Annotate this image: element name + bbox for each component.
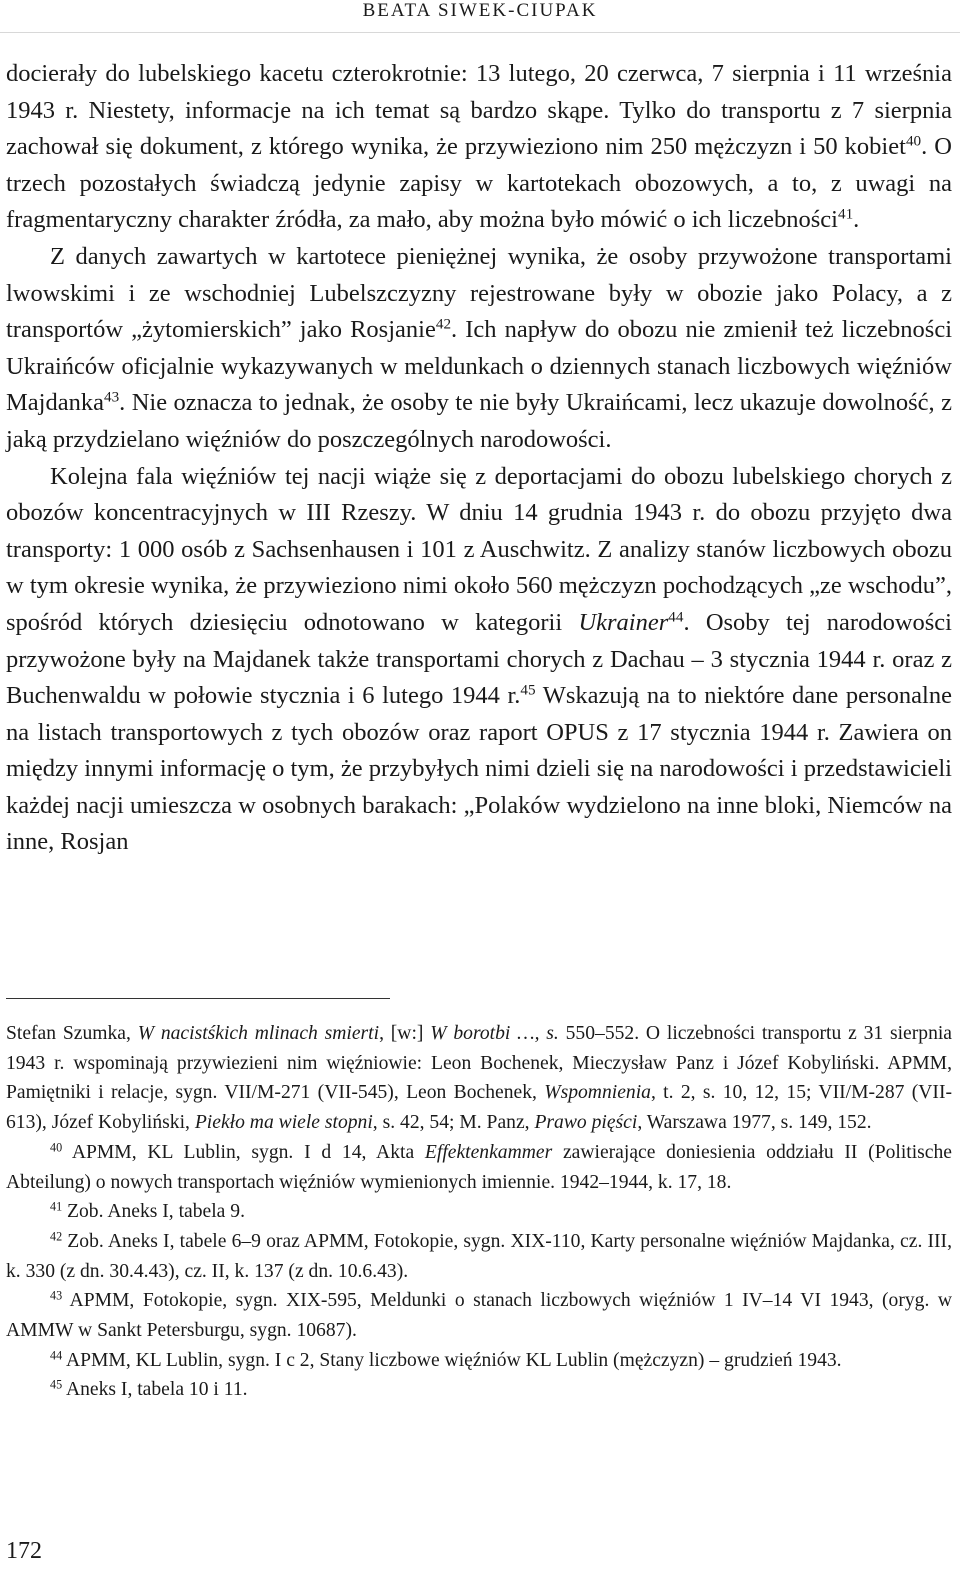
italic-text: W nacistśkich mlinach smierti	[137, 1023, 380, 1044]
text-run: APMM, Fotokopie, sygn. XIX-595, Meldunki o stanach liczbowych więźniów 1 IV–14 VI 1943, (oryg. w AMMW w Sankt Petersburgu, sygn. 10687).	[6, 1290, 952, 1342]
footnote	[6, 1138, 952, 1197]
text-run: Z danych zawartych w kartotece pieniężnej wynika, że osoby przywożone transportami lwowskimi i ze wschodniej Lubelszczyzny rejestrowane były w obozie jako Polacy, a z transportów „żytomierskich” jako Rosjanie	[6, 242, 952, 344]
text-run: . Nie oznacza to jednak, że osoby te nie były Ukraińcami, lecz ukazuje dowolność, z jaką przydzielano więźniów do poszczególnych narodowości.	[6, 389, 952, 453]
footnote	[6, 1346, 952, 1376]
footnote	[6, 1019, 952, 1138]
footnote	[6, 1286, 952, 1345]
paragraph	[6, 56, 952, 239]
footnote-ref: 45	[520, 681, 536, 699]
main-text	[6, 56, 952, 861]
text-run: , Warszawa 1977, s. 149, 152.	[637, 1112, 872, 1134]
text-run: Stefan Szumka,	[6, 1023, 138, 1044]
footnote-ref: 43	[50, 1288, 63, 1303]
footnote	[6, 1227, 952, 1286]
italic-text: Piekło ma wiele stopni	[194, 1112, 373, 1134]
italic-text: W borotbi …, s.	[430, 1023, 559, 1044]
footnote	[6, 1197, 952, 1227]
footnote-ref: 40	[905, 132, 922, 150]
text-run: . Ich napływ do obozu nie zmienił też liczebności Ukraińców oficjalnie wykazywanych w meldunkach o dziennych stanach liczbowych więźniów Majdanka	[6, 316, 953, 417]
italic-text: Effektenkammer	[424, 1141, 553, 1163]
text-run: Wskazują na to niektóre dane personalne na listach transportowych z tych obozów oraz raport OPUS z 17 stycznia 1944 r. Zawiera on między innymi informację o tym, że przybyłych nimi dzieli się na narodowości i przedstawicieli każdej nacji umieszcza w osobnych barakach: „Polaków wydzielono na inne bloki, Niemców na inne, Rosjan	[6, 682, 952, 856]
text-run: . O trzech pozostałych świadczą jedynie zapisy w kartotekach obozowych, a to, z uwagi na fragmentaryczny charakter źródła, za mało, aby można było mówić o ich liczebności	[6, 133, 952, 234]
text-run: Kolejna fala więźniów tej nacji wiąże się z deportacjami do obozu lubelskiego chorych z obozów koncentracyjnych w III Rzeszy. W dniu 14 grudnia 1943 r. do obozu przyjęto dwa transporty: 1 000 osób z Sachsenhausen i 101 z Auschwitz. Z analizy stanów liczbowych obozu w tym okresie wynika, że przywieziono nimi około 560 mężczyzn pochodzących „ze wschodu”, spośród których dziesięciu odnotowano w kategorii	[6, 462, 952, 636]
page-number: 172	[6, 1538, 42, 1564]
paragraph	[6, 239, 952, 459]
text-run: APMM, KL Lublin, sygn. I d 14, Akta	[62, 1141, 425, 1163]
text-run: , [w:]	[379, 1023, 431, 1044]
italic-text: Ukrainer	[578, 608, 669, 636]
footnote-ref: 43	[103, 389, 120, 406]
text-run: Zob. Aneks I, tabela 9.	[62, 1201, 245, 1223]
footnote-ref: 42	[435, 315, 452, 333]
text-run: . Osoby tej narodowości przywożone były na Majdanek także transportami chorych z Dachau – 3 stycznia 1944 r. oraz z Buchenwaldu w połowie stycznia i 6 lutego 1944 r.	[6, 608, 952, 710]
footnote-ref: 44	[668, 608, 684, 626]
text-run: , t. 2, s. 10, 12, 15; VII/M-287 (VII-613), Józef Kobyliński,	[6, 1082, 952, 1134]
footnote-ref: 41	[50, 1199, 63, 1214]
footnote-ref: 44	[50, 1348, 63, 1363]
footnotes	[6, 1019, 952, 1405]
text-run: .	[853, 206, 860, 234]
footnote-ref: 42	[50, 1229, 63, 1244]
footnote-ref: 41	[837, 206, 854, 224]
footnote-ref: 45	[50, 1377, 63, 1392]
italic-text: Prawo pięści	[534, 1112, 638, 1134]
footnote-ref: 40	[50, 1140, 63, 1155]
text-run: 550–552. O liczebności transportu z 31 sierpnia 1943 r. wspominają przywiezieni nim więźniowie: Leon Bochenek, Mieczysław Panz i Józef Kobyliński. APMM, Pamiętniki i relacje, sygn. VII/M-271 (VII-545), Leon Bochenek,	[6, 1023, 953, 1104]
text-run: Aneks I, tabela 10 i 11.	[62, 1379, 248, 1401]
text-run: APMM, KL Lublin, sygn. I c 2, Stany liczbowe więźniów KL Lublin (mężczyzn) – grudzień 1943.	[62, 1349, 842, 1371]
text-run: , s. 42, 54; M. Panz,	[372, 1112, 535, 1134]
running-header	[0, 0, 960, 33]
text-run: zawierające doniesienia oddziału II (Politische Abteilung) o nowych transportach więźniów wymienionych imiennie. 1942–1944, k. 17, 18.	[6, 1141, 952, 1193]
italic-text: Wspomnienia	[544, 1082, 651, 1104]
footnote-separator	[6, 998, 390, 999]
running-head-text: BEATA SIWEK-CIUPAK	[362, 0, 598, 21]
footnote	[6, 1375, 952, 1405]
text-run: docierały do lubelskiego kacetu czterokrotnie: 13 lutego, 20 czerwca, 7 sierpnia i 11 września 1943 r. Niestety, informacje na ich temat są bardzo skąpe. Tylko do transportu z 7 sierpnia zachował się dokument, z którego wynika, że przywieziono nim 250 mężczyzn i 50 kobiet	[6, 60, 952, 161]
paragraph	[6, 459, 952, 862]
text-run: Zob. Aneks I, tabele 6–9 oraz APMM, Fotokopie, sygn. XIX-110, Karty personalne więźniów Majdanka, cz. III, k. 330 (z dn. 30.4.43), cz. II, k. 137 (z dn. 10.6.43).	[6, 1230, 952, 1282]
